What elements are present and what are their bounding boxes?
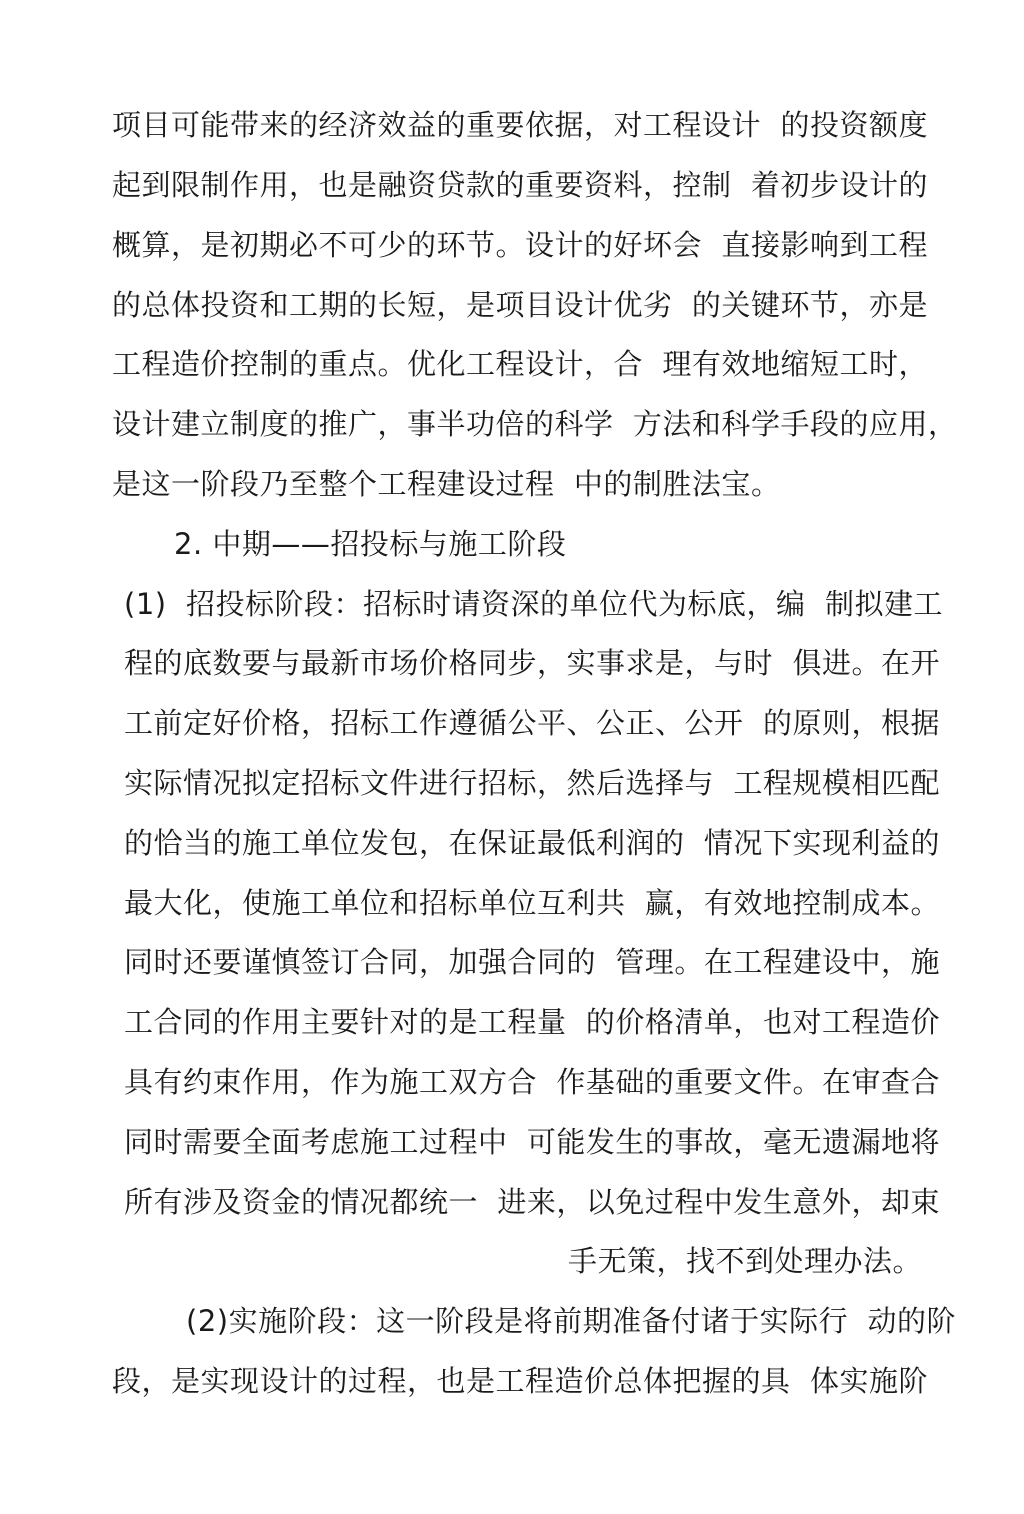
text-line: 工程造价控制的重点。优化工程设计，合 理有效地缩短工时，: [112, 347, 928, 381]
text-line: 起到限制作用，也是融资贷款的重要资料，控制 着初步设计的: [112, 168, 928, 202]
text-line: 项目可能带来的经济效益的重要依据，对工程设计 的投资额度: [112, 108, 928, 142]
text-line: 实际情况拟定招标文件进行招标，然后选择与 工程规模相匹配: [124, 766, 940, 800]
section-heading: 2. 中期——招投标与施工阶段: [174, 527, 567, 561]
text-line: 是这一阶段乃至整个工程建设过程 中的制胜法宝。: [112, 467, 781, 501]
text-line: (1) 招投标阶段：招标时请资深的单位代为标底，编 制拟建工: [124, 587, 943, 621]
text-line: 概算，是初期必不可少的环节。设计的好坏会 直接影响到工程: [112, 228, 928, 262]
text-line: 工合同的作用主要针对的是工程量 的价格清单，也对工程造价: [124, 1005, 940, 1039]
text-line: 的恰当的施工单位发包，在保证最低利润的 情况下实现利益的: [124, 826, 940, 860]
text-line: 的总体投资和工期的长短，是项目设计优劣 的关键环节，亦是: [112, 288, 928, 322]
text-line: 段，是实现设计的过程，也是工程造价总体把握的具 体实施阶: [112, 1364, 928, 1398]
text-line: 设计建立制度的推广，事半功倍的科学 方法和科学手段的应用，: [112, 407, 958, 441]
text-line: (2)实施阶段：这一阶段是将前期准备付诸于实际行 动的阶: [186, 1304, 957, 1338]
text-line: 具有约束作用，作为施工双方合 作基础的重要文件。在审查合: [124, 1065, 940, 1099]
text-line: 同时需要全面考虑施工过程中 可能发生的事故，毫无遗漏地将: [124, 1125, 940, 1159]
text-line: 最大化，使施工单位和招标单位互利共 赢，有效地控制成本。: [124, 886, 940, 920]
text-line: 手无策，找不到处理办法。: [568, 1244, 923, 1278]
text-line: 同时还要谨慎签订合同，加强合同的 管理。在工程建设中，施: [124, 945, 940, 979]
text-line: 所有涉及资金的情况都统一 进来，以免过程中发生意外，却束: [124, 1185, 940, 1219]
text-line: 工前定好价格，招标工作遵循公平、公正、公开 的原则，根据: [124, 706, 940, 740]
text-line: 程的底数要与最新市场价格同步，实事求是，与时 俱进。在开: [124, 646, 940, 680]
